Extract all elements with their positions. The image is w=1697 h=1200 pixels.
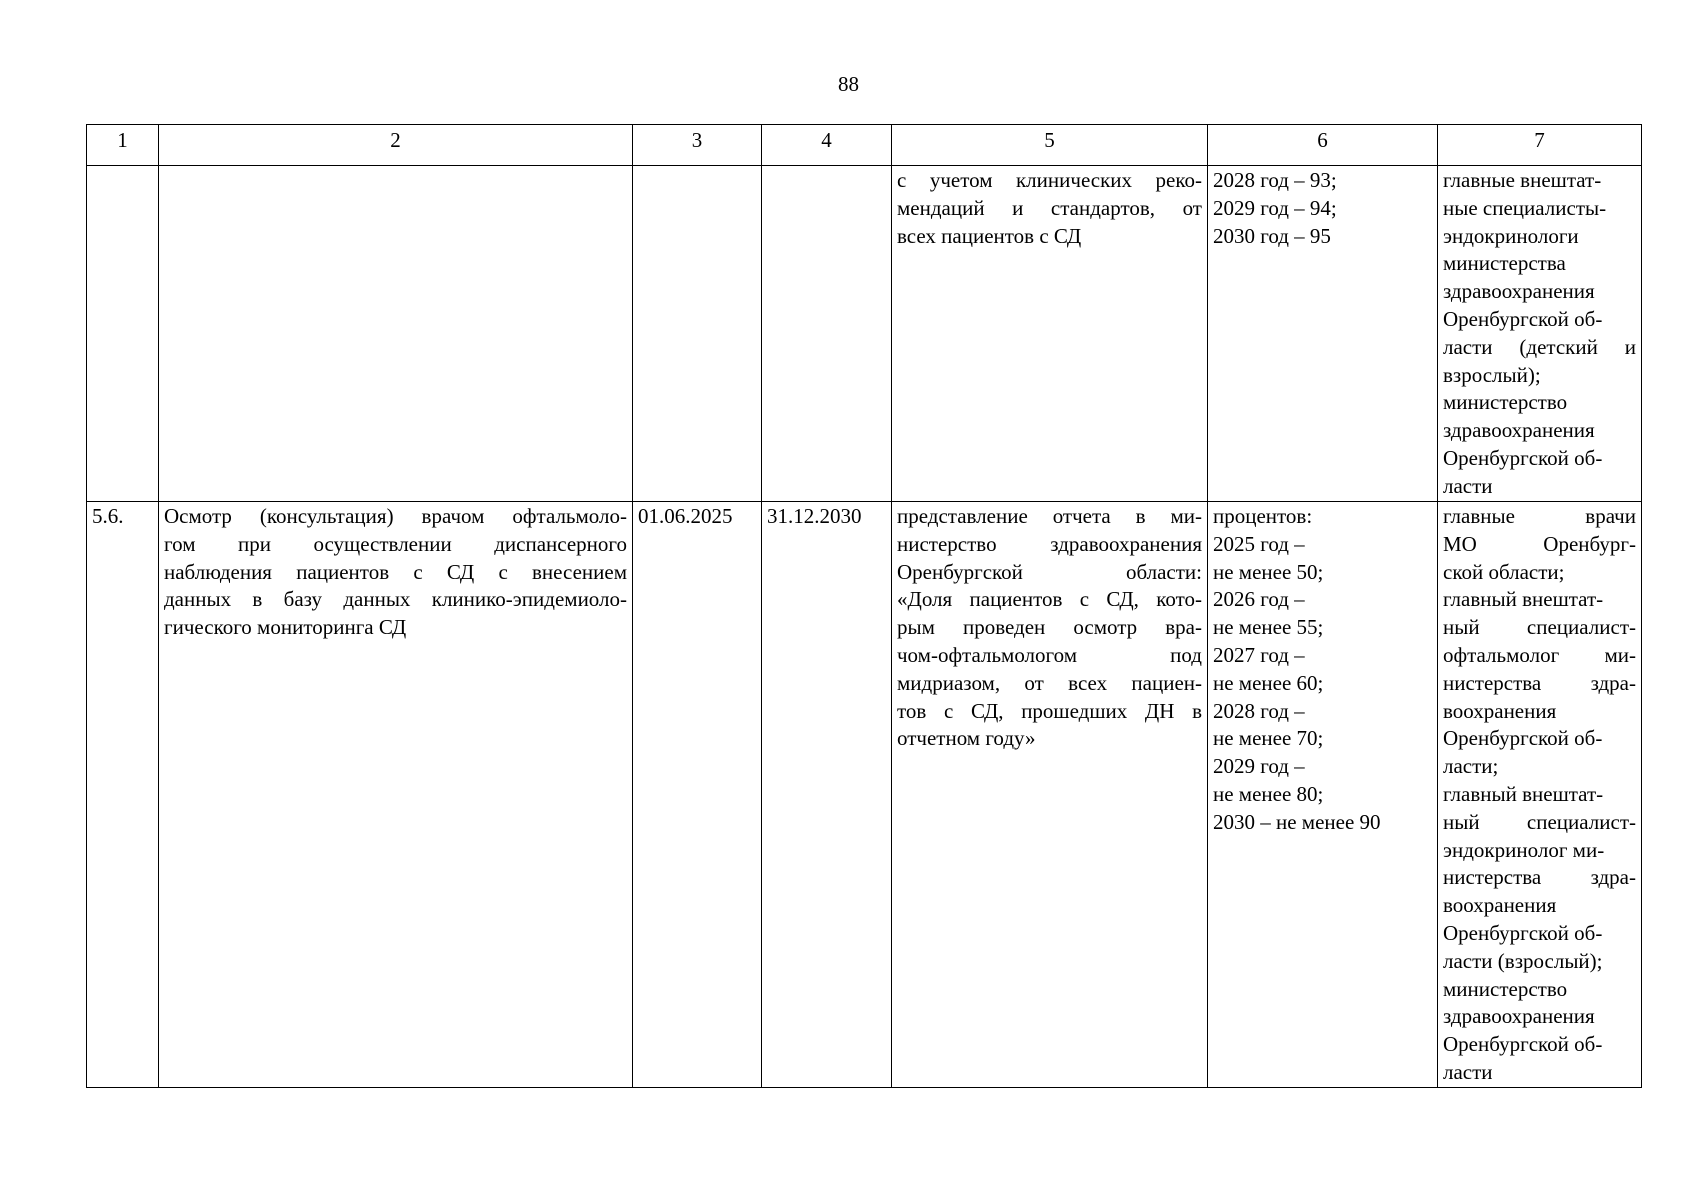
responsible-line: ные специалисты- bbox=[1443, 195, 1607, 220]
activity-line: гом при осуществлении диспансерного bbox=[164, 531, 627, 556]
indicator-line: 2029 год – bbox=[1213, 754, 1305, 779]
table-row bbox=[87, 502, 1642, 1088]
result-cell bbox=[892, 502, 1208, 1088]
responsible-line: Оренбургской об- bbox=[1443, 306, 1603, 331]
result-line: мидриазом, от всех пациен- bbox=[897, 670, 1202, 695]
activity-line: данных в базу данных клинико-эпидемиоло- bbox=[164, 587, 627, 612]
result-line: мендаций и стандартов, от bbox=[897, 195, 1202, 220]
responsible-line: Оренбургской об- bbox=[1443, 726, 1603, 751]
responsible-line: главные врачи bbox=[1443, 504, 1636, 528]
activity-cell bbox=[159, 502, 633, 1088]
responsible-line: эндокринолог ми- bbox=[1443, 837, 1605, 862]
column-header: 2 bbox=[159, 125, 633, 166]
indicator-cell bbox=[1208, 502, 1438, 1088]
responsible-line: МО Оренбург- bbox=[1443, 531, 1636, 556]
indicator-line: не менее 55; bbox=[1213, 615, 1324, 640]
result-line: «Доля пациентов с СД, кото- bbox=[897, 587, 1202, 612]
responsible-line: ный специалист- bbox=[1443, 615, 1636, 640]
indicator-line: 2029 год – 94; bbox=[1213, 195, 1337, 220]
row-number-cell bbox=[87, 166, 159, 502]
indicator-line: 2026 год – bbox=[1213, 587, 1305, 612]
row-number-cell: 5.6. bbox=[87, 502, 159, 1088]
responsible-line: ласти (взрослый); bbox=[1443, 948, 1603, 973]
responsible-line: главные внештат- bbox=[1443, 168, 1602, 192]
indicator-line: процентов: bbox=[1213, 504, 1313, 528]
indicator-line: 2027 год – bbox=[1213, 642, 1305, 667]
responsible-cell bbox=[1438, 502, 1642, 1088]
result-line: Оренбургской области: bbox=[897, 559, 1202, 584]
indicator-line: не менее 50; bbox=[1213, 559, 1324, 584]
end-date-cell bbox=[762, 166, 892, 502]
indicator-line: 2030 год – 95 bbox=[1213, 223, 1331, 248]
column-header: 5 bbox=[892, 125, 1208, 166]
plan-table bbox=[86, 124, 1642, 1088]
responsible-line: министерство bbox=[1443, 390, 1568, 415]
result-line: представление отчета в ми- bbox=[897, 504, 1202, 528]
result-line: тов с СД, прошедших ДН в bbox=[897, 698, 1202, 723]
responsible-line: министерство bbox=[1443, 976, 1568, 1001]
start-date-cell bbox=[633, 166, 762, 502]
responsible-line: здравоохранения bbox=[1443, 418, 1595, 443]
responsible-line: министерства bbox=[1443, 251, 1566, 276]
activity-cell bbox=[159, 166, 633, 502]
responsible-line: здравоохранения bbox=[1443, 279, 1595, 304]
responsible-line: главный внештат- bbox=[1443, 781, 1604, 806]
end-date-cell: 31.12.2030 bbox=[762, 502, 892, 1088]
column-header-row bbox=[87, 125, 1642, 166]
result-line: отчетном году» bbox=[897, 726, 1036, 751]
responsible-line: взрослый); bbox=[1443, 362, 1541, 387]
result-cell bbox=[892, 166, 1208, 502]
page-number: 88 bbox=[838, 72, 859, 96]
indicator-cell bbox=[1208, 166, 1438, 502]
indicator-line: не менее 70; bbox=[1213, 726, 1324, 751]
column-header: 1 bbox=[87, 125, 159, 166]
responsible-line: Оренбургской об- bbox=[1443, 920, 1603, 945]
responsible-cell bbox=[1438, 166, 1642, 502]
responsible-line: нистерства здра- bbox=[1443, 670, 1636, 695]
responsible-line: нистерства здра- bbox=[1443, 865, 1636, 890]
responsible-line: ный специалист- bbox=[1443, 809, 1636, 834]
start-date-cell: 01.06.2025 bbox=[633, 502, 762, 1088]
responsible-line: эндокринологи bbox=[1443, 223, 1579, 248]
column-header: 7 bbox=[1438, 125, 1642, 166]
activity-line: Осмотр (консультация) врачом офтальмоло- bbox=[164, 504, 627, 528]
responsible-line: воохранения bbox=[1443, 893, 1557, 918]
result-line: рым проведен осмотр вра- bbox=[897, 615, 1202, 640]
responsible-line: здравоохранения bbox=[1443, 1004, 1595, 1029]
indicator-line: не менее 80; bbox=[1213, 781, 1324, 806]
result-line: чом-офтальмологом под bbox=[897, 642, 1202, 667]
indicator-line: 2028 год – 93; bbox=[1213, 168, 1337, 192]
responsible-line: ской области; bbox=[1443, 559, 1565, 584]
indicator-line: 2025 год – bbox=[1213, 531, 1305, 556]
responsible-line: Оренбургской об- bbox=[1443, 1032, 1603, 1057]
indicator-line: 2028 год – bbox=[1213, 698, 1305, 723]
responsible-line: офтальмолог ми- bbox=[1443, 642, 1636, 667]
column-header: 6 bbox=[1208, 125, 1438, 166]
result-line: всех пациентов с СД bbox=[897, 223, 1082, 248]
activity-line: наблюдения пациентов с СД с внесением bbox=[164, 559, 627, 584]
responsible-line: ласти bbox=[1443, 473, 1493, 498]
responsible-line: ласти bbox=[1443, 1059, 1493, 1084]
responsible-line: главный внештат- bbox=[1443, 587, 1604, 612]
table-row bbox=[87, 166, 1642, 502]
responsible-line: ласти; bbox=[1443, 754, 1499, 779]
column-header: 4 bbox=[762, 125, 892, 166]
result-line: нистерство здравоохранения bbox=[897, 531, 1202, 556]
responsible-line: ласти (детский и bbox=[1443, 334, 1636, 359]
indicator-line: 2030 – не менее 90 bbox=[1213, 809, 1381, 834]
responsible-line: Оренбургской об- bbox=[1443, 445, 1603, 470]
responsible-line: воохранения bbox=[1443, 698, 1557, 723]
column-header: 3 bbox=[633, 125, 762, 166]
indicator-line: не менее 60; bbox=[1213, 670, 1324, 695]
activity-line: гического мониторинга СД bbox=[164, 615, 407, 640]
result-line: с учетом клинических реко- bbox=[897, 168, 1202, 192]
